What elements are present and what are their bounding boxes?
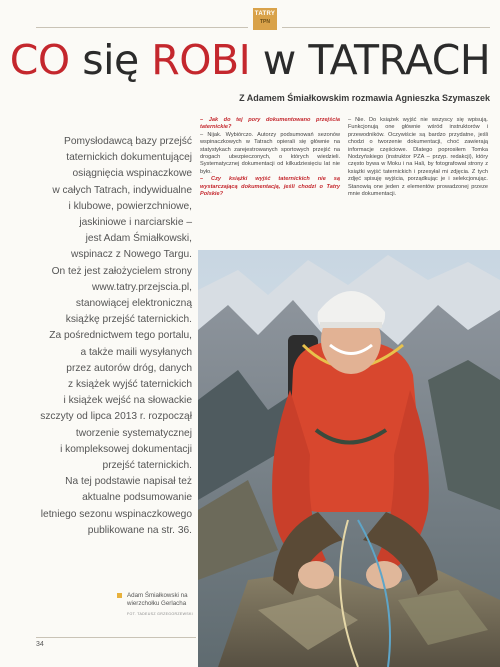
lead-line: w całych Tatrach, indywidualne <box>52 184 192 196</box>
lead-line: i książek wejść na słowackie <box>63 395 192 407</box>
subtitle-byline: Z Adamem Śmiałkowskim rozmawia Agnieszka Szymaszek <box>239 93 490 103</box>
title-part-sie: się <box>69 36 152 84</box>
lead-line: Pomysłodawcą bazy przejść <box>64 136 192 147</box>
photo-caption <box>117 592 199 608</box>
lead-line: jaskiniowe i narciarskie – <box>79 217 192 229</box>
lead-line: książkę przejść taternickich. <box>65 314 192 326</box>
lead-line: szczyty od lipca 2013 r. rozpoczął <box>40 411 192 423</box>
caption-marker <box>117 593 122 598</box>
question-1: – Jak do tej pory dokumentowano przejścia taternickie? <box>200 117 340 131</box>
lead-line: wspinacz z Nowego Targu. <box>71 249 192 261</box>
caption-text: Adam Śmiałkowski na wierzchołku Gerlacha <box>127 592 188 607</box>
lead-line: letniego sezonu wspinaczkowego <box>40 508 192 520</box>
interview-column-1 <box>200 117 340 198</box>
lead-line: tworzenie systematycznej <box>75 427 192 439</box>
lead-paragraph <box>36 134 192 539</box>
bottom-rule <box>36 637 196 638</box>
lead-line: Na tej podstawie napisał też <box>65 476 192 488</box>
lead-line: osiągnięcia wspinaczkowe <box>72 168 192 180</box>
page-number: 34 <box>36 641 44 648</box>
lead-line: z książek wyjść taternickich <box>68 379 192 391</box>
photo-credit: FOT. TADEUSZ GRZEGORZEWSKI <box>127 612 193 616</box>
title-part-co: CO <box>9 36 70 84</box>
question-2: – Czy książki wyjść taternickich nie są wystarczającą dokumentacją, jeśli chodzi o Tatry Polskie? <box>200 176 340 198</box>
title-part-tatrach: w TATRACH <box>250 36 491 84</box>
lead-line: aktualne podsumowanie <box>82 492 192 504</box>
lead-line: On też jest założycielem strony <box>51 265 192 277</box>
lead-line: przejść taternickich. <box>102 460 192 472</box>
lead-line: Za pośrednictwem tego portalu, <box>49 330 192 342</box>
top-rule-right <box>282 27 490 28</box>
section-tag-line1: TATRY <box>254 11 276 17</box>
climber-photo <box>198 250 500 667</box>
lead-line: www.tatry.przejscia.pl, <box>91 281 192 293</box>
interview-column-2 <box>348 117 488 198</box>
page-title <box>0 36 500 84</box>
lead-line: stanowiącej elektroniczną <box>75 298 192 310</box>
section-tag-line2: TPN <box>260 19 270 25</box>
title-part-robi: ROBI <box>151 36 251 84</box>
top-rule-left <box>36 27 248 28</box>
lead-line: przez autorów dróg, danych <box>66 362 192 374</box>
section-tag <box>253 8 277 30</box>
answer-1: – Nijak. Wybiórczo. Autorzy podsumowań sezonów wspinaczkowych w Tatrach opierali się głównie na statystykach zarejestrowanych sportowych przejść na drogach ubezpieczonych, o których wiedzieli. Systematycznej dokumentacji od kilkudziesięciu lat nie było. <box>200 131 340 175</box>
lead-line: publikowane na str. 36. <box>87 524 192 536</box>
lead-line: i klubowe, powierzchniowe, <box>68 200 192 212</box>
lead-line: i kompleksowej dokumentacji <box>60 443 192 455</box>
lead-line: taternickich dokumentującej <box>66 152 192 164</box>
answer-2: – Nie. Do książek wyjść nie wszyscy się wpisują. Funkcjonują one głównie wśród instruktorów i przewodników. Oczywiście są bardzo przydatne, jeśli chodzi o tworzenie dokumentacji, choć zawierają informacje częściowe. Dlatego poprosiłem Tomka Nodzyńskiego (instruktor PZA – przyp. redakcji), który często bywa w Moku i na Hali, by fotografował strony z książki wyjść taternickich i przesyłał mi zdjęcia. Z tych zdjęć spisuję wyjścia, porządkując je i selekcjonując. Stanowią one jeden z elementów prowadzonej przeze mnie dokumentacji. <box>348 117 488 198</box>
lead-line: jest Adam Śmiałkowski, <box>85 233 192 245</box>
lead-line: a także maili wysyłanych <box>80 346 192 358</box>
